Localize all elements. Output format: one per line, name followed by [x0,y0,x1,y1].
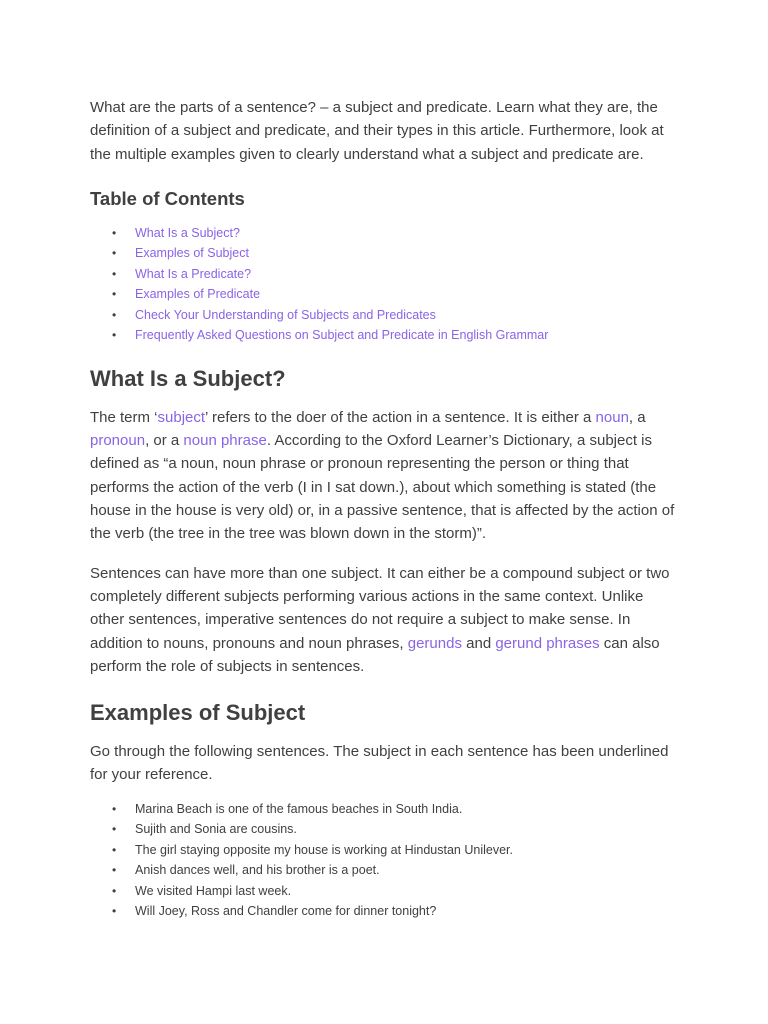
toc-list [90,223,676,346]
example-text: We visited Hampi last week. [135,883,292,898]
link-gerund-phrases[interactable]: gerund phrases [495,634,600,652]
bullet-icon: • [112,246,117,261]
toc-link-what-is-predicate[interactable]: What Is a Predicate? [135,266,252,281]
examples-intro-paragraph: Go through the following sentences. The subject in each sentence has been underlined for your reference. [90,743,669,784]
bullet-icon: • [112,266,117,281]
bullet-icon: • [112,842,117,857]
bullet-icon: • [112,863,117,878]
toc-item [112,243,676,264]
example-item [112,881,676,902]
bullet-icon: • [112,822,117,837]
article-content [90,96,676,922]
bullet-icon: • [112,904,117,919]
section-heading-examples-of-subject: Examples of Subject [90,700,306,726]
example-text: Anish dances well, and his brother is a poet. [135,863,380,878]
toc-item [112,325,676,346]
toc-item [112,305,676,326]
bullet-icon: • [112,328,117,343]
bullet-icon: • [112,883,117,898]
toc-item [112,223,676,244]
text-run: , a [628,408,646,426]
examples-list [90,799,676,922]
example-item [112,901,676,922]
intro-paragraph: What are the parts of a sentence? – a subject and predicate. Learn what they are, the definition of a subject and predicate, and their types in this article. Furthermore, look at the multiple examples given to clearly understand what a subject and predicate are. [90,99,664,163]
toc-link-faq[interactable]: Frequently Asked Questions on Subject and Predicate in English Grammar [135,328,549,343]
bullet-icon: • [112,307,117,322]
subject-definition-paragraph [90,406,676,546]
bullet-icon: • [112,801,117,816]
example-text: Marina Beach is one of the famous beaches in South India. [135,801,463,816]
example-item [112,860,676,881]
example-item [112,819,676,840]
example-item [112,840,676,861]
text-run: ’ refers to the doer of the action in a sentence. It is either a [205,408,596,426]
link-subject[interactable]: subject [157,408,206,426]
text-run: , or a [145,432,184,450]
toc-title: Table of Contents [90,187,245,209]
example-text: Sujith and Sonia are cousins. [135,822,297,837]
toc-link-examples-of-subject[interactable]: Examples of Subject [135,246,249,261]
example-text: The girl staying opposite my house is working at Hindustan Unilever. [135,842,513,857]
link-gerunds[interactable]: gerunds [407,634,462,652]
toc-link-what-is-subject[interactable]: What Is a Subject? [135,225,240,240]
toc-item [112,264,676,285]
toc-link-check-understanding[interactable]: Check Your Understanding of Subjects and Predicates [135,307,436,322]
text-run: Sentences can have more than one subject. It can either be a compound subject or two completely different subjects performing various actions in the same context. Unlike other sentences, imperative sentences do not require a subject to make sense. In addition to nouns, pronouns and noun phrases, [90,564,670,652]
link-noun-phrase[interactable]: noun phrase [183,432,267,450]
text-run: . According to the Oxford Learner’s Dictionary, a subject is defined as “a noun, noun phrase or pronoun representing the person or thing that performs the action of the verb (I in I sat down.), about which something is stated (the house in the house is very old) or, in a passive sentence, that is affected by the action of the verb (the tree in the tree was blown down in the storm)”. [90,432,675,543]
bullet-icon: • [112,287,117,302]
example-item [112,799,676,820]
link-pronoun[interactable]: pronoun [90,432,146,450]
text-run: The term ‘ [90,408,158,426]
section-heading-what-is-subject: What Is a Subject? [90,365,286,391]
toc-item [112,284,676,305]
example-text: Will Joey, Ross and Chandler come for dinner tonight? [135,904,437,919]
text-run: and [461,634,496,652]
text-run: can also perform the role of subjects in sentences. [90,634,660,675]
subject-details-paragraph [90,562,676,678]
bullet-icon: • [112,225,117,240]
link-noun[interactable]: noun [595,408,629,426]
toc-link-examples-of-predicate[interactable]: Examples of Predicate [135,287,261,302]
